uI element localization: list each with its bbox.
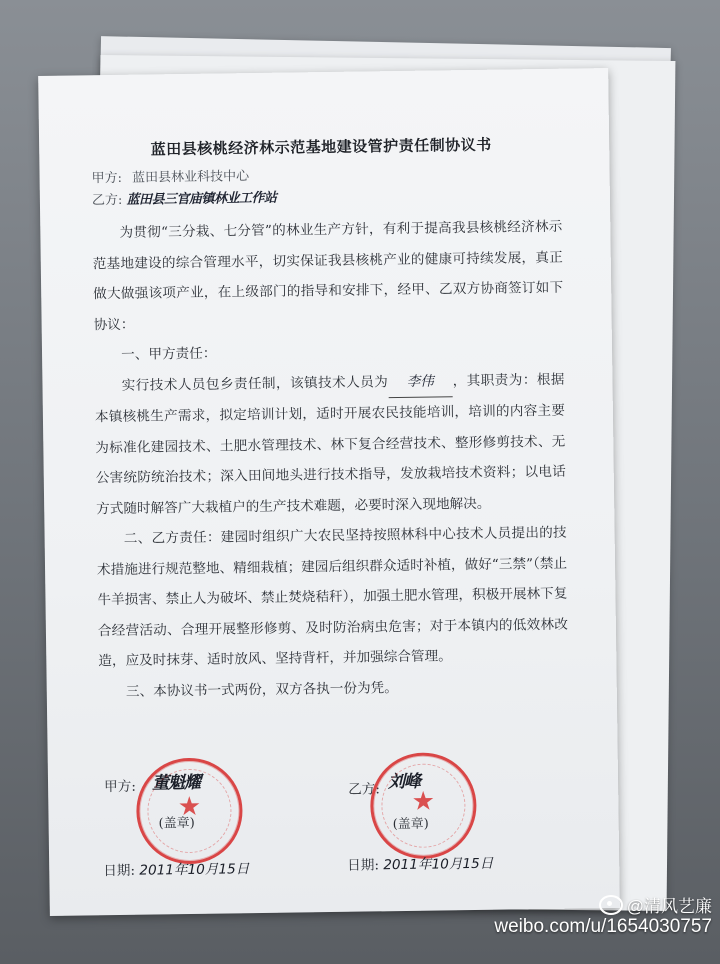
party-b-label: 乙方: [91, 192, 123, 209]
date-a-label: 日期: [103, 862, 136, 880]
document-page [38, 68, 620, 916]
section3-paragraph: 三、本协议书一式两份，双方各执一份为凭。 [125, 679, 398, 700]
party-b-seal [370, 752, 477, 859]
party-a-label: 甲方: [91, 170, 123, 187]
sign-b-signature: 刘峰 [387, 771, 421, 793]
tech-person-name: 李伟 [388, 366, 452, 398]
star-icon: ★ [177, 791, 202, 823]
party-b-name: 蓝田县三官庙镇林业工作站 [126, 190, 277, 208]
section1-text-after: ，其职责为：根据本镇核桃生产需求，拟定培训计划，适时开展农民技能培训，培训的内容主要为标准化建园技术、土肥水管理技术、林下复合经营技术、整形修剪技术、无公害统防统治技术；深入田间地头进行技术指导，发放栽培技术资料；以电话方式随时解答广大栽植户的生产技术难题，必要时深入现地解决。 [94, 371, 566, 517]
seal-note-b: (盖章) [392, 816, 429, 833]
document-body [91, 133, 569, 708]
watermark-url: weibo.com/u/1654030757 [494, 916, 712, 937]
section1-text-before: 实行技术人员包乡责任制，该镇技术人员为 [121, 373, 389, 394]
watermark-handle [599, 892, 712, 917]
party-a-name: 蓝田县林业科技中心 [132, 169, 250, 186]
weibo-icon [599, 895, 623, 915]
date-b-value: 2011年10月15日 [383, 855, 494, 874]
sign-a-signature: 董魁耀 [151, 772, 201, 794]
date-b-row [347, 852, 493, 874]
sign-a-label: 甲方: [103, 778, 136, 796]
date-a-value: 2011年10月15日 [139, 861, 250, 879]
intro-paragraph: 为贯彻“三分栽、七分管”的林业生产方针，有利于提高我县核桃经济林示范基地建设的综合管理水平，切实保证我县核桃产业的健康可持续发展，真正做大做强该项产业，在上级部门的指导和安排下，经甲、乙双方协商签订如下协议： [92, 218, 564, 333]
section1-heading: 一、甲方责任： [121, 345, 217, 363]
date-b-label: 日期: [347, 857, 380, 874]
date-a-row [103, 857, 249, 879]
star-icon: ★ [411, 786, 436, 817]
section2-paragraph: 二、乙方责任：建园时组织广大农民坚持按照林科中心技术人员提出的技术措施进行规范整地、精细栽植；建园后组织群众适时补植，做好“三禁”（禁止牛羊损害、禁止人为破坏、禁止焚烧秸秆），加强土肥水管理，积极开展林下复合经营活动、合理开展整形修剪、及时防治病虫危害；对于本镇内的低效林改造，应及时抹芽、适时放风、坚持背杆，并加强综合管理。 [96, 524, 568, 670]
seal-note-a: (盖章) [158, 815, 195, 832]
document-title: 蓝田县核桃经济林示范基地建设管护责任制协议书 [150, 135, 492, 159]
sign-b-label: 乙方: [348, 781, 381, 798]
watermark-handle-text: @清风艺廉 [626, 897, 712, 916]
section1-paragraph [94, 364, 566, 524]
